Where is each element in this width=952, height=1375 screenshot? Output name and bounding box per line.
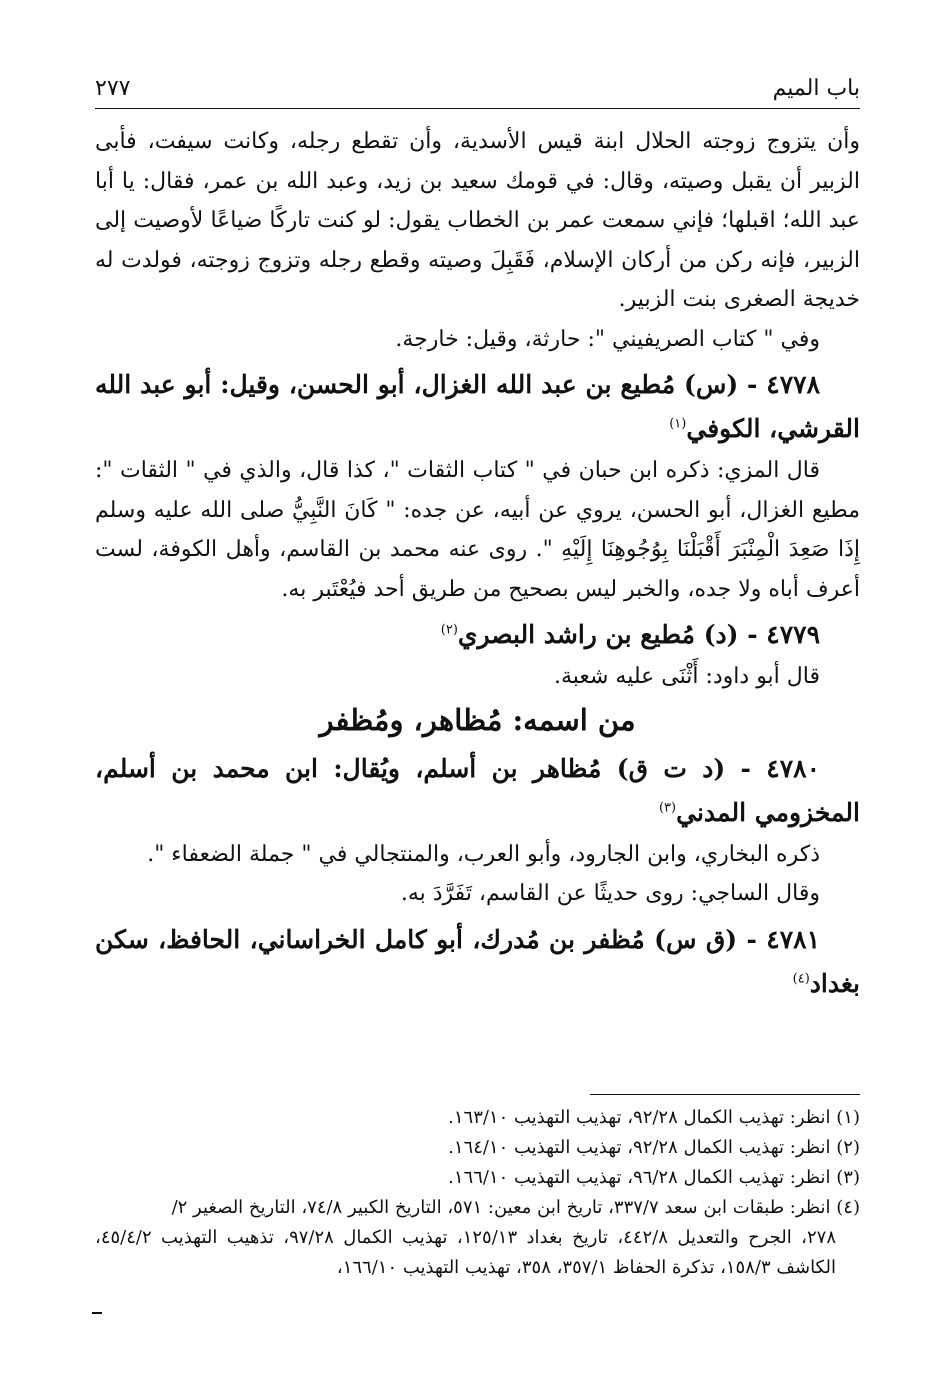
footnote-continuation: ٢٧٨، الجرح والتعديل ٤٤٢/٨، تاريخ بغداد ١٢٥/١٣، تهذيب الكمال ٩٧/٢٨، تذهيب التهذيب ٤٥/٤/٢، الكاشف ١٥٨/٣، تذكرة الحفاظ ٣٥٧/١، ٣٥٨، تهذيب التهذيب ١٦٦/١٠،	[95, 1227, 837, 1278]
biography-entry-heading	[95, 363, 860, 451]
paragraph: وفي " كتاب الصريفيني ": حارثة، وقيل: خارجة.	[395, 326, 820, 352]
paragraph: قال أبو داود: أَثْنَى عليه شعبة.	[553, 664, 820, 689]
paragraph: قال المزي: ذكره ابن حبان في " كتاب الثقات "، كذا قال، والذي في " الثقات ": مطيع الغزال، أبو الحسن، يروي عن أبيه، عن جده: " كَانَ النَّبِيُّ صلى الله عليه وسلم إِذَا صَعِدَ الْمِنْبَرَ أَقْبَلْنَا بِوُجُوهِنَا إِلَيْهِ ". روى عنه محمد بن القاسم، وأهل الكوفة، لست أعرف أباه ولا جده، والخبر ليس بصحيح من طريق أحد فيُعْتَبر به.	[95, 458, 860, 602]
biography-entry-heading	[95, 613, 860, 657]
footnote-marker[interactable]: (٤)	[792, 971, 810, 987]
footnote-marker[interactable]: (٣)	[658, 800, 677, 816]
page-header	[95, 62, 860, 109]
paragraph: وقال الساجي: روى حديثًا عن القاسم، تَفَرَّدَ به.	[400, 881, 820, 906]
biography-entry-heading	[95, 747, 860, 835]
continuation-mark	[92, 1312, 102, 1314]
footnote: (١) انظر: تهذيب الكمال ٩٢/٢٨، تهذيب التهذيب ١٦٣/١٠.	[448, 1107, 860, 1128]
section-heading: من اسمه: مُظاهر، ومُظفر	[319, 702, 636, 737]
footnote: (٢) انظر: تهذيب الكمال ٩٢/٢٨، تهذيب التهذيب ١٦٤/١٠.	[448, 1137, 860, 1158]
footnote: (٤) انظر: طبقات ابن سعد ٣٣٧/٧، تاريخ ابن معين: ٥٧١، التاريخ الكبير ٧٤/٨، التاريخ الصغير ٢/	[171, 1197, 860, 1218]
footnotes	[95, 1094, 860, 1283]
footnote-marker[interactable]: (٢)	[440, 622, 458, 638]
biography-entry-heading	[95, 918, 860, 1006]
footnote: (٣) انظر: تهذيب الكمال ٩٦/٢٨، تهذيب التهذيب ١٦٦/١٠.	[448, 1167, 860, 1188]
entry-title: ٤٧٧٨ - (س) مُطيع بن عبد الله الغزال، أبو الحسن، وقيل: أبو عبد الله القرشي، الكوفي	[95, 370, 860, 443]
paragraph: ذكره البخاري، وابن الجارود، وأبو العرب، والمنتجالي في " جملة الضعفاء ".	[147, 841, 820, 867]
footnote-marker[interactable]: (١)	[669, 416, 687, 432]
page-number: ٢٧٧	[95, 76, 131, 101]
running-title: باب الميم	[772, 76, 860, 101]
entry-title: ٤٧٧٩ - (د) مُطيع بن راشد البصري	[457, 620, 820, 649]
entry-title: ٤٧٨٠ - (د ت ق) مُظاهر بن أسلم، ويُقال: ابن محمد بن أسلم، المخزومي المدني	[95, 753, 860, 827]
entry-title: ٤٧٨١ - (ق س) مُظفر بن مُدرك، أبو كامل الخراساني، الحافظ، سكن بغداد	[95, 924, 860, 998]
main-text	[95, 122, 860, 1006]
paragraph: وأن يتزوج زوجته الحلال ابنة قيس الأسدية، وأن تقطع رجله، وكانت سيفت، فأبى الزبير أن يقبل وصيته، وقال: في قومك سعيد بن زيد، وعبد الله بن عمر، فقال: يا أبا عبد الله؛ اقبلها؛ فإني سمعت عمر بن الخطاب يقول: لو كنت تاركًا ضياعًا لأوصيت إلى الزبير، فإنه ركن من أركان الإسلام، فَقَبِلَ وصيته وقطع رجله وتزوج زوجته، فولدت له خديجة الصغرى بنت الزبير.	[95, 129, 860, 312]
footnote-separator	[590, 1094, 860, 1095]
